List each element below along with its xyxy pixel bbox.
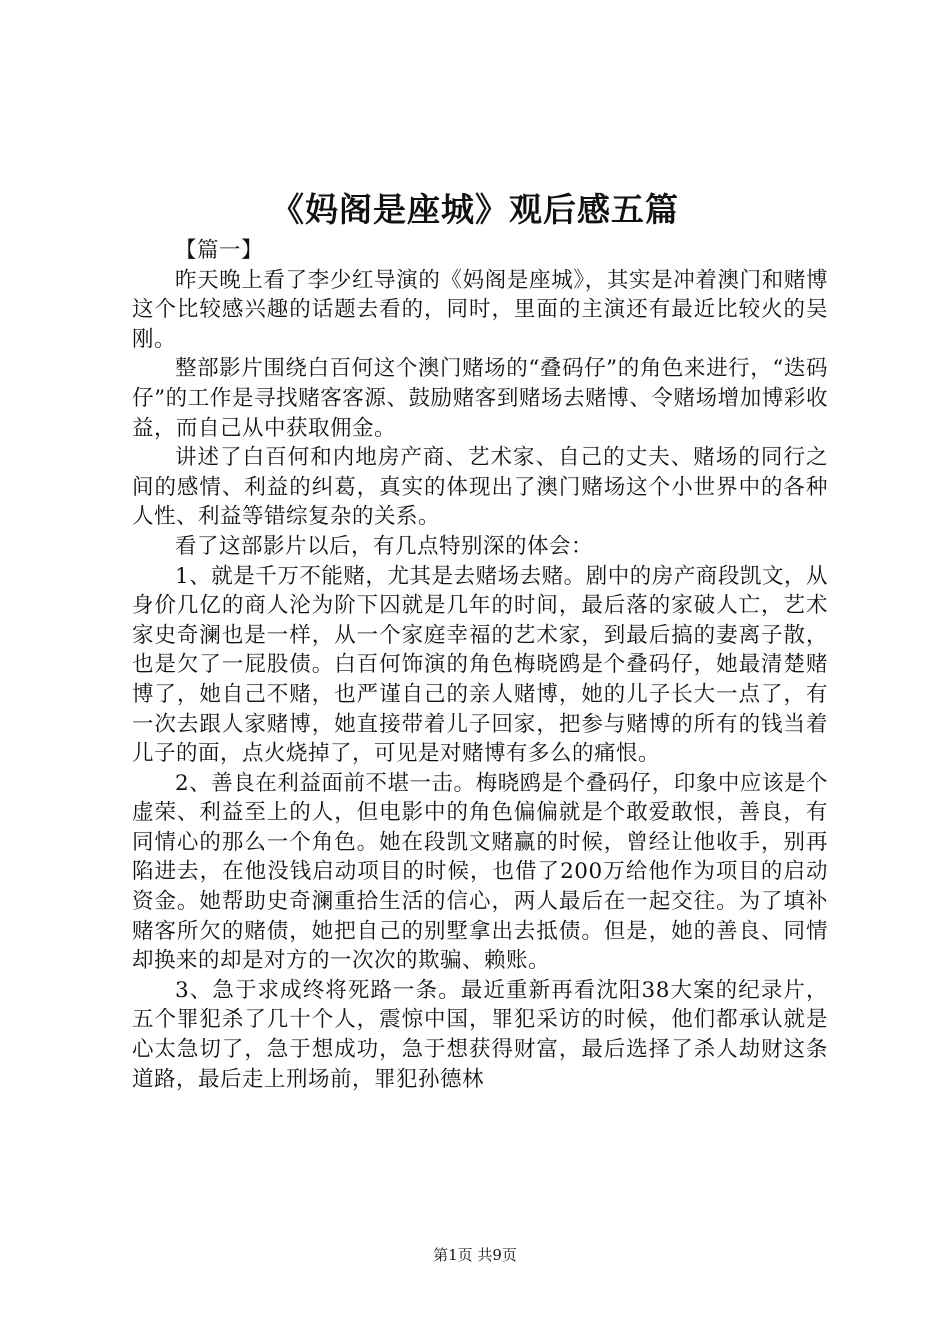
paragraph-4: 看了这部影片以后，有几点特别深的体会： bbox=[175, 533, 594, 559]
paragraph-1: 昨天晚上看了李少红导演的《妈阁是座城》，其实是冲着澳门和赌博这个比较感兴趣的话题去看的，同时，里面的主演还有最近比较火的吴刚。 bbox=[132, 267, 828, 352]
section-label: 【篇一】 bbox=[175, 238, 264, 263]
page-footer: 第1页 共9页 bbox=[433, 1246, 517, 1264]
paragraph-2: 整部影片围绕白百何这个澳门赌场的“叠码仔”的角色来进行，“迭码仔”的工作是寻找赌客客源、鼓励赌客到赌场去赌博、令赌场增加博彩收益，而自己从中获取佣金。 bbox=[132, 356, 828, 441]
document-body bbox=[132, 236, 828, 1094]
paragraph-6: 2、善良在利益面前不堪一击。梅晓鸥是个叠码仔，印象中应该是个虚荣、利益至上的人，但电影中的角色偏偏就是个敢爱敢恨，善良，有同情心的那么一个角色。她在段凯文赌赢的时候，曾经让他收手，别再陷进去，在他没钱启动项目的时候，也借了200万给他作为项目的启动资金。她帮助史奇澜重拾生活的信心，两人最后在一起交往。为了填补赌客所欠的赌债，她把自己的别墅拿出去抵债。但是，她的善良、同情却换来的却是对方的一次次的欺骗、赖账。 bbox=[132, 770, 828, 974]
paragraph-5: 1、就是千万不能赌，尤其是去赌场去赌。剧中的房产商段凯文，从身价几亿的商人沦为阶下囚就是几年的时间，最后落的家破人亡，艺术家史奇澜也是一样，从一个家庭幸福的艺术家，到最后搞的妻离子散，也是欠了一屁股债。白百何饰演的角色梅晓鸥是个叠码仔，她最清楚赌博了，她自己不赌，也严谨自己的亲人赌博，她的儿子长大一点了，有一次去跟人家赌博，她直接带着儿子回家，把参与赌博的所有的钱当着儿子的面，点火烧掉了，可见是对赌博有多么的痛恨。 bbox=[132, 563, 828, 767]
paragraph-3: 讲述了白百何和内地房产商、艺术家、自己的丈夫、赌场的同行之间的感情、利益的纠葛，真实的体现出了澳门赌场这个小世界中的各种人性、利益等错综复杂的关系。 bbox=[132, 445, 828, 530]
page-title: 《妈阁是座城》观后感五篇 bbox=[271, 190, 679, 229]
paragraph-7: 3、急于求成终将死路一条。最近重新再看沈阳38大案的纪录片，五个罪犯杀了几十个人，震惊中国，罪犯采访的时候，他们都承认就是心太急切了，急于想成功，急于想获得财富，最后选择了杀人劫财这条道路，最后走上刑场前，罪犯孙德林 bbox=[132, 977, 828, 1092]
